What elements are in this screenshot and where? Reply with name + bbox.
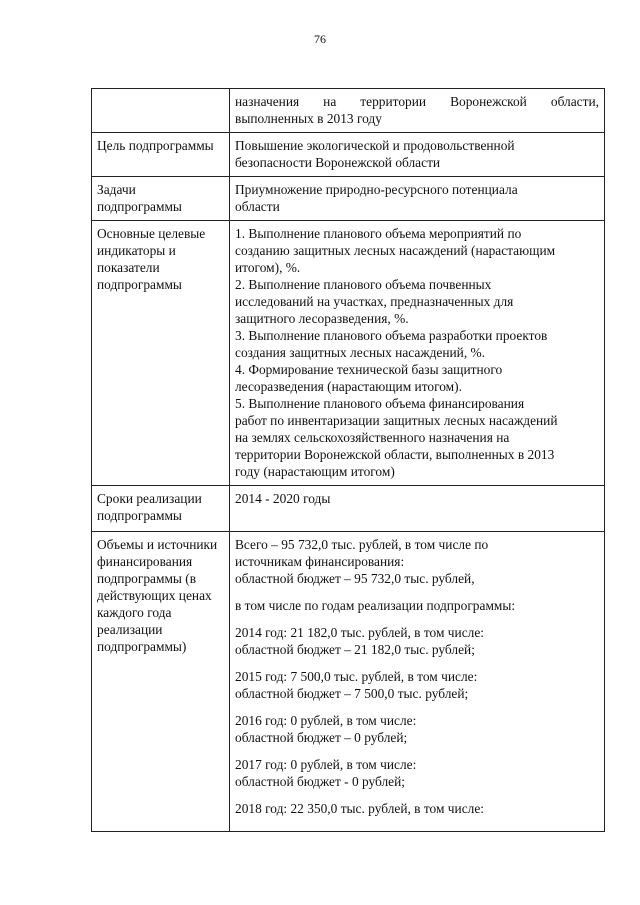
value-line: назначения на территории Воронежской области, (235, 94, 599, 109)
value-line: Приумножение природно-ресурсного потенциала (235, 182, 518, 197)
table-row (92, 486, 605, 532)
value-line: на землях сельскохозяйственного назначения на (235, 430, 510, 445)
funding-label: Объемы и источники финансирования подпрограммы (в действующих ценах каждого года реализации подпрограммы) (92, 532, 230, 832)
value-line: выполненных в 2013 году (235, 111, 382, 126)
value-line: 2014 - 2020 годы (235, 491, 331, 506)
value-line: Повышение экологической и продовольственной (235, 138, 515, 153)
value-line: лесоразведения (нарастающим итогом). (235, 379, 462, 394)
row-value (230, 486, 605, 532)
row-label: Цель подпрограммы (92, 133, 230, 177)
row-label (92, 89, 230, 133)
funding-years-intro: в том числе по годам реализации подпрограммы: (235, 598, 516, 613)
funding-year-line: 2018 год: 22 350,0 тыс. рублей, в том числе: (235, 801, 484, 816)
value-line: работ по инвентаризации защитных лесных насаждений (235, 413, 558, 428)
row-label: Задачи подпрограммы (92, 177, 230, 221)
funding-year-line: областной бюджет – 0 рублей; (235, 730, 408, 745)
value-line: созданию защитных лесных насаждений (нарастающим (235, 243, 556, 258)
row-value (230, 177, 605, 221)
funding-total-line: источникам финансирования: (235, 554, 405, 569)
row-value (230, 221, 605, 486)
funding-year-line: областной бюджет – 21 182,0 тыс. рублей; (235, 642, 475, 657)
row-label: Сроки реализации подпрограммы (92, 486, 230, 532)
table-row (92, 532, 605, 832)
funding-year-line: 2014 год: 21 182,0 тыс. рублей, в том числе: (235, 625, 484, 640)
value-line: 2. Выполнение планового объема почвенных (235, 277, 492, 292)
funding-value (230, 532, 605, 832)
value-line: безопасности Воронежской области (235, 155, 441, 170)
value-line: защитного лесоразведения, %. (235, 311, 409, 326)
value-line: 3. Выполнение планового объема разработки проектов (235, 328, 548, 343)
funding-total-line: Всего – 95 732,0 тыс. рублей, в том числе по (235, 537, 489, 552)
funding-year-line-cut (235, 817, 599, 826)
funding-year-line: 2016 год: 0 рублей, в том числе: (235, 713, 417, 728)
funding-total-line: областной бюджет – 95 732,0 тыс. рублей, (235, 571, 475, 586)
subprogram-passport-table (91, 88, 605, 832)
funding-year-line: областной бюджет – 7 500,0 тыс. рублей; (235, 686, 469, 701)
table-row (92, 89, 605, 133)
table-row (92, 177, 605, 221)
funding-year-line: 2015 год: 7 500,0 тыс. рублей, в том числе: (235, 669, 478, 684)
funding-year-line: 2017 год: 0 рублей, в том числе: (235, 757, 417, 772)
value-line: 1. Выполнение планового объема мероприятий по (235, 226, 522, 241)
value-line: году (нарастающим итогом) (235, 464, 395, 479)
value-line: создания защитных лесных насаждений, %. (235, 345, 486, 360)
row-value (230, 133, 605, 177)
value-line: итогом), %. (235, 260, 301, 275)
row-value (230, 89, 605, 133)
table-row (92, 133, 605, 177)
page-number: 76 (314, 32, 326, 46)
value-line: 4. Формирование технической базы защитного (235, 362, 503, 377)
value-line: 5. Выполнение планового объема финансирования (235, 396, 525, 411)
value-line: территории Воронежской области, выполненных в 2013 (235, 447, 555, 462)
value-line: исследований на участках, предназначенных для (235, 294, 514, 309)
value-line: области (235, 199, 280, 214)
funding-year-line: областной бюджет - 0 рублей; (235, 774, 406, 789)
row-label: Основные целевые индикаторы и показатели подпрограммы (92, 221, 230, 486)
table-row (92, 221, 605, 486)
